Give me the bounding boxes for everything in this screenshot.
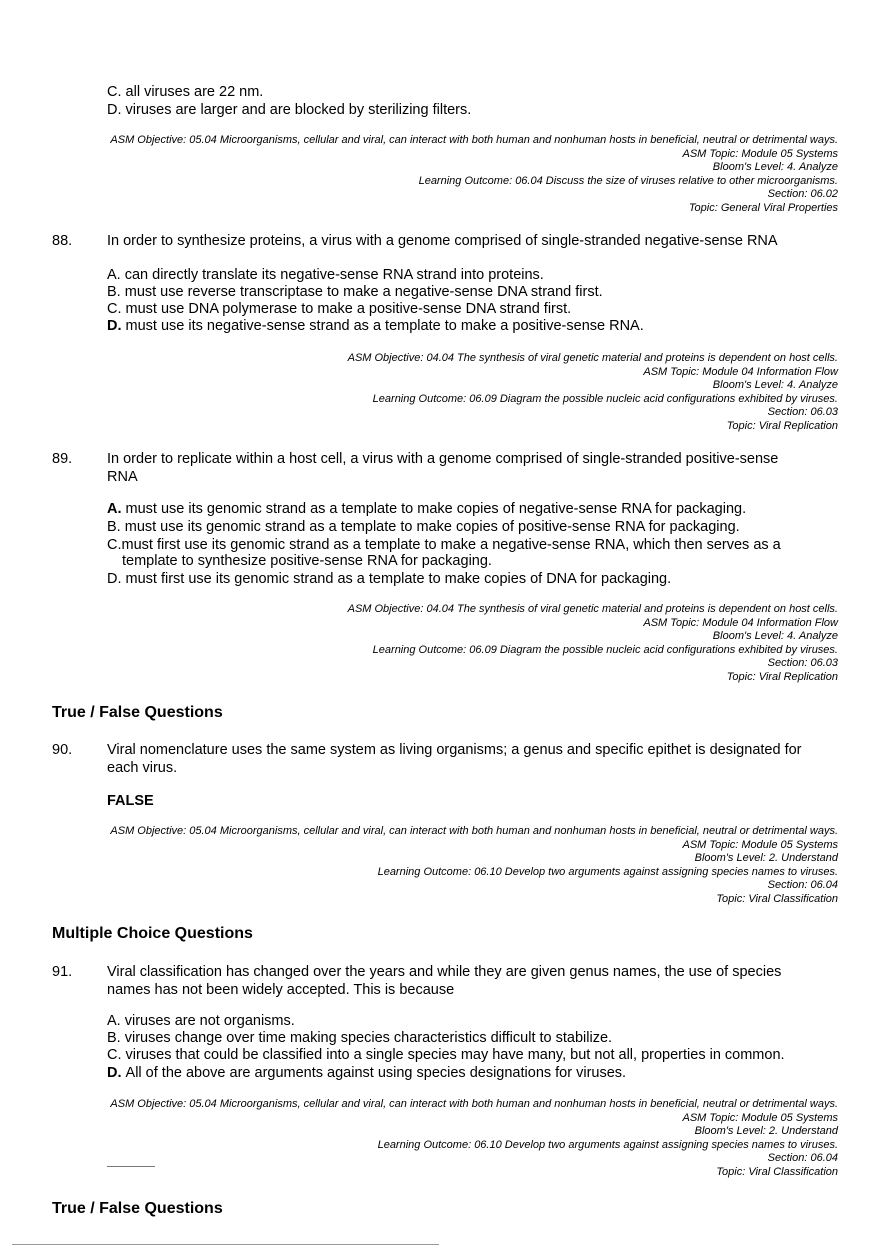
learning-outcome: Learning Outcome: 06.10 Develop two arguments against assigning species names to viruses.: [377, 865, 838, 878]
q91-option-d-correct: D. All of the above are arguments against using species designations for viruses.: [107, 1065, 627, 1081]
learning-outcome: Learning Outcome: 06.10 Develop two arguments against assigning species names to viruses.: [377, 1138, 838, 1151]
topic: Topic: Viral Classification: [716, 1165, 838, 1178]
blooms-level: Bloom's Level: 2. Understand: [694, 1125, 838, 1137]
q91-number: 91.: [52, 964, 73, 980]
q89-option-c: C.must first use its genomic strand as a template to make a negative-sense RNA, which then serves as a: [107, 537, 781, 553]
asm-topic: ASM Topic: Module 04 Information Flow: [643, 365, 838, 378]
q90-stem: Viral nomenclature uses the same system as living organisms; a genus and specific epithet is designated for each virus.: [107, 742, 802, 776]
q89-option-c-continued: template to synthesize positive-sense RNA for packaging.: [122, 553, 492, 569]
q89-stem: In order to replicate within a host cell, a virus with a genome comprised of single-stranded positive-sense RNA: [107, 451, 779, 485]
section-number: Section: 06.03: [767, 406, 838, 418]
q87-option-c: C. all viruses are 22 nm.: [107, 84, 264, 100]
q87-option-d: D. viruses are larger and are blocked by sterilizing filters.: [107, 102, 472, 118]
asm-objective: ASM Objective: 04.04 The synthesis of viral genetic material and proteins is dependent on host cells.: [347, 352, 838, 364]
asm-topic: ASM Topic: Module 04 Information Flow: [643, 616, 838, 629]
blooms-level: Bloom's Level: 4. Analyze: [712, 161, 838, 173]
topic: Topic: General Viral Properties: [688, 201, 838, 214]
q91-stem: Viral classification has changed over the years and while they are given genus names, the use of species names has not been widely accepted. This is because: [107, 964, 782, 998]
q91-metadata: [110, 1098, 838, 1179]
q89-option-b: B. must use its genomic strand as a template to make copies of positive-sense RNA for packaging.: [107, 519, 740, 535]
q91-option-c: C. viruses that could be classified into a single species may have many, but not all, properties in common.: [107, 1047, 785, 1063]
section-heading-true-false: True / False Questions: [52, 704, 223, 721]
section-number: Section: 06.04: [767, 1152, 838, 1164]
q88-option-d-correct: D. must use its negative-sense strand as a template to make a positive-sense RNA.: [107, 318, 644, 334]
learning-outcome: Learning Outcome: 06.04 Discuss the size of viruses relative to other microorganisms.: [418, 174, 838, 187]
q90-metadata: [110, 825, 838, 906]
asm-objective: ASM Objective: 04.04 The synthesis of viral genetic material and proteins is dependent on host cells.: [347, 603, 838, 615]
asm-objective: ASM Objective: 05.04 Microorganisms, cellular and viral, can interact with both human and nonhuman hosts in beneficial, neutral or detrimental ways.: [110, 134, 838, 146]
q89-metadata: [348, 603, 838, 684]
section-number: Section: 06.04: [767, 879, 838, 891]
asm-topic: ASM Topic: Module 05 Systems: [682, 1111, 838, 1124]
asm-objective: ASM Objective: 05.04 Microorganisms, cellular and viral, can interact with both human and nonhuman hosts in beneficial, neutral or detrimental ways.: [110, 825, 838, 837]
q88-option-b: B. must use reverse transcriptase to make a negative-sense DNA strand first.: [107, 284, 603, 300]
q88-option-a: A. can directly translate its negative-sense RNA strand into proteins.: [107, 267, 544, 283]
asm-topic: ASM Topic: Module 05 Systems: [682, 838, 838, 851]
topic: Topic: Viral Classification: [716, 892, 838, 905]
section-number: Section: 06.02: [767, 188, 838, 200]
section-number: Section: 06.03: [767, 657, 838, 669]
q91-option-b: B. viruses change over time making species characteristics difficult to stabilize.: [107, 1030, 613, 1046]
q91-option-a: A. viruses are not organisms.: [107, 1013, 295, 1029]
q90-number: 90.: [52, 742, 73, 758]
blooms-level: Bloom's Level: 4. Analyze: [712, 630, 838, 642]
q88-option-c: C. must use DNA polymerase to make a positive-sense DNA strand first.: [107, 301, 572, 317]
blooms-level: Bloom's Level: 2. Understand: [694, 852, 838, 864]
section-heading-true-false-2: True / False Questions: [52, 1200, 223, 1217]
topic: Topic: Viral Replication: [726, 670, 838, 683]
q88-number: 88.: [52, 233, 73, 249]
short-divider: [107, 1166, 155, 1167]
learning-outcome: Learning Outcome: 06.09 Diagram the possible nucleic acid configurations exhibited by viruses.: [372, 392, 838, 405]
section-heading-multiple-choice: Multiple Choice Questions: [52, 925, 253, 942]
asm-topic: ASM Topic: Module 05 Systems: [682, 147, 838, 160]
q89-number: 89.: [52, 451, 73, 467]
q89-option-a-correct: A. must use its genomic strand as a template to make copies of negative-sense RNA for packaging.: [107, 501, 747, 517]
q87-metadata: [110, 134, 838, 215]
q90-answer: FALSE: [107, 793, 154, 809]
asm-objective: ASM Objective: 05.04 Microorganisms, cellular and viral, can interact with both human and nonhuman hosts in beneficial, neutral or detrimental ways.: [110, 1098, 838, 1110]
q88-metadata: [348, 352, 838, 433]
q88-stem: In order to synthesize proteins, a virus with a genome comprised of single-stranded negative-sense RNA: [107, 233, 778, 249]
topic: Topic: Viral Replication: [726, 419, 838, 432]
blooms-level: Bloom's Level: 4. Analyze: [712, 379, 838, 391]
footer-rule: [12, 1244, 439, 1245]
q89-option-d: D. must first use its genomic strand as a template to make copies of DNA for packaging.: [107, 571, 672, 587]
learning-outcome: Learning Outcome: 06.09 Diagram the possible nucleic acid configurations exhibited by viruses.: [372, 643, 838, 656]
